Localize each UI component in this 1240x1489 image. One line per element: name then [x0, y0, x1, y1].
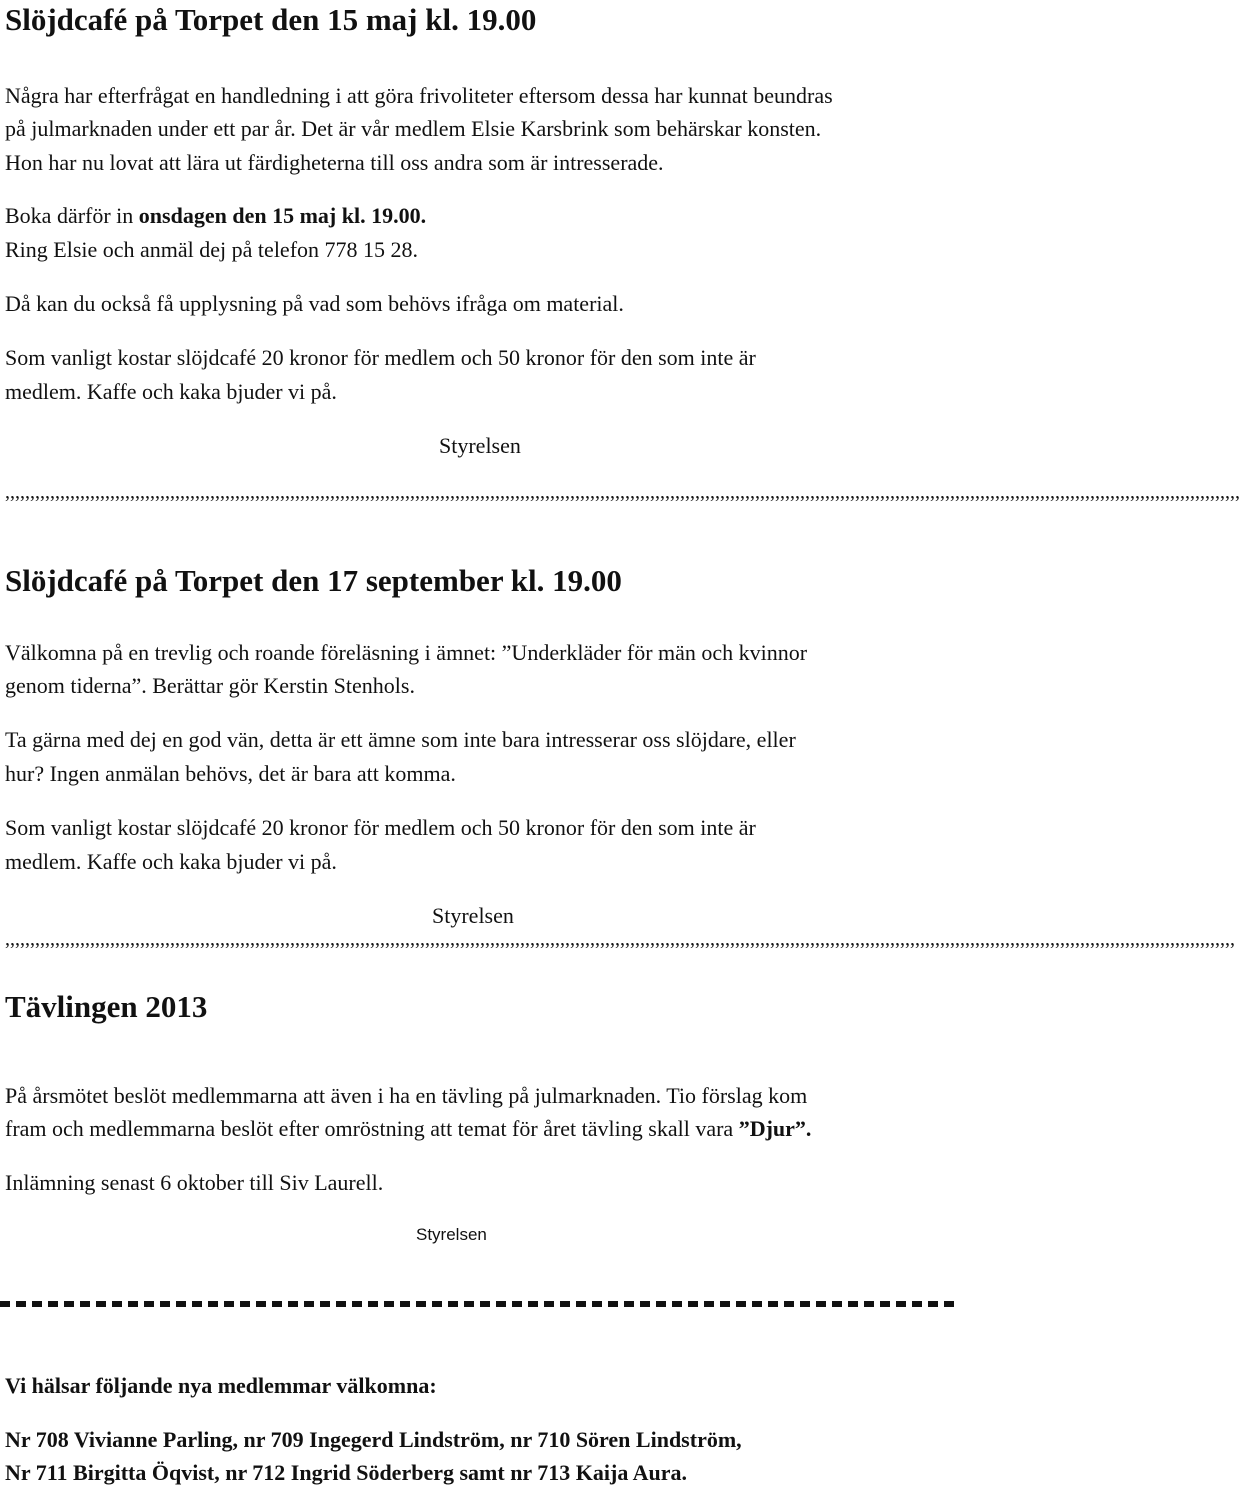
- dash-segment: [448, 1301, 458, 1307]
- dash-segment: [768, 1301, 778, 1307]
- dash-segment: [496, 1301, 506, 1307]
- dash-segment: [304, 1301, 314, 1307]
- section2-price-line: Som vanligt kostar slöjdcafé 20 kronor för medlem och 50 kronor för den som inte är: [5, 815, 756, 840]
- section2-paragraph-line: Välkomna på en trevlig och roande föreläsning i ämnet: ”Underkläder för män och kvinnor: [5, 640, 808, 665]
- dash-segment: [656, 1301, 666, 1307]
- section1-price-line: Som vanligt kostar slöjdcafé 20 kronor för medlem och 50 kronor för den som inte är: [5, 345, 756, 370]
- section1-paragraph-line: Hon har nu lovat att lära ut färdigheterna till oss andra som är intresserade.: [5, 150, 664, 175]
- dash-segment: [544, 1301, 554, 1307]
- dash-segment: [816, 1301, 826, 1307]
- section3-title: Tävlingen 2013: [5, 989, 208, 1024]
- dash-segment: [784, 1301, 794, 1307]
- dash-segment: [320, 1301, 330, 1307]
- dash-segment: [528, 1301, 538, 1307]
- theme-value: ”Djur”.: [738, 1116, 812, 1141]
- dash-segment: [336, 1301, 346, 1307]
- section2-price-line: medlem. Kaffe och kaka bjuder vi på.: [5, 849, 337, 874]
- dash-segment: [720, 1301, 730, 1307]
- dash-segment: [800, 1301, 810, 1307]
- members-list-line: Nr 708 Vivianne Parling, nr 709 Ingegerd Lindström, nr 710 Sören Lindström,: [5, 1427, 742, 1452]
- section1-booking-line: [5, 199, 426, 232]
- section3-deadline-line: Inlämning senast 6 oktober till Siv Laurell.: [5, 1170, 384, 1195]
- theme-text: fram och medlemmarna beslöt efter omröstning att temat för året tävling skall vara: [5, 1116, 739, 1141]
- dash-segment: [0, 1301, 10, 1307]
- dash-segment: [608, 1301, 618, 1307]
- section1-title: Slöjdcafé på Torpet den 15 maj kl. 19.00: [5, 2, 537, 37]
- dash-segment: [896, 1301, 906, 1307]
- dash-segment: [224, 1301, 234, 1307]
- dash-segment: [208, 1301, 218, 1307]
- section2-paragraph-line: hur? Ingen anmälan behövs, det är bara att komma.: [5, 761, 456, 786]
- dash-segment: [912, 1301, 922, 1307]
- dash-segment: [832, 1301, 842, 1307]
- section1-paragraph-line: på julmarknaden under ett par år. Det är vår medlem Elsie Karsbrink som behärskar konsten.: [5, 116, 822, 141]
- dash-segment: [192, 1301, 202, 1307]
- section2-title: Slöjdcafé på Torpet den 17 september kl. 19.00: [5, 563, 622, 598]
- dash-segment: [160, 1301, 170, 1307]
- dash-segment: [944, 1301, 954, 1307]
- dash-segment: [752, 1301, 762, 1307]
- dash-segment: [272, 1301, 282, 1307]
- dash-segment: [576, 1301, 586, 1307]
- dash-segment: [464, 1301, 474, 1307]
- section1-price-line: medlem. Kaffe och kaka bjuder vi på.: [5, 379, 337, 404]
- dash-segment: [400, 1301, 410, 1307]
- dash-segment: [848, 1301, 858, 1307]
- booking-date: onsdagen den 15 maj kl. 19.00.: [138, 203, 427, 228]
- dash-segment: [16, 1301, 26, 1307]
- dash-segment: [736, 1301, 746, 1307]
- section3-signature: Styrelsen: [416, 1225, 487, 1244]
- comma-separator: ,,,,,,,,,,,,,,,,,,,,,,,,,,,,,,,,,,,,,,,,,,,,,,,,,,,,,,,,,,,,,,,,,,,,,,,,,,,,,,,,,,,,,,,,,,,,,,,,,,,,,,,,,,,,,,,,,,,,,,,,,,,,,,,,,,,,,,,,,,,,,,,,,,,,,,,,,,,,,,,,,,,,,,,,,,,,,,,,,,,,,,,,,,,,,,,,,,,,,,,,,,,,,,,,,,,,,,,,,,,,,,,,,,,,,,,,,,,,,,,,,,,,,,: [5, 928, 1235, 950]
- dash-segment: [560, 1301, 570, 1307]
- dash-segment: [512, 1301, 522, 1307]
- dash-segment: [288, 1301, 298, 1307]
- members-list-line: Nr 711 Birgitta Öqvist, nr 712 Ingrid Söderberg samt nr 713 Kaija Aura.: [5, 1460, 688, 1485]
- dash-segment: [672, 1301, 682, 1307]
- section2-signature: Styrelsen: [432, 903, 514, 928]
- dash-segment: [48, 1301, 58, 1307]
- comma-separator: ,,,,,,,,,,,,,,,,,,,,,,,,,,,,,,,,,,,,,,,,,,,,,,,,,,,,,,,,,,,,,,,,,,,,,,,,,,,,,,,,,,,,,,,,,,,,,,,,,,,,,,,,,,,,,,,,,,,,,,,,,,,,,,,,,,,,,,,,,,,,,,,,,,,,,,,,,,,,,,,,,,,,,,,,,,,,,,,,,,,,,,,,,,,,,,,,,,,,,,,,,,,,,,,,,,,,,,,,,,,,,,,,,,,,,,,,,,,,,,,,,,,,,,,: [5, 481, 1240, 503]
- dash-segment: [704, 1301, 714, 1307]
- booking-text: Boka därför in: [5, 203, 139, 228]
- dashed-divider: [0, 1294, 960, 1300]
- dash-segment: [352, 1301, 362, 1307]
- section1-signature: Styrelsen: [439, 433, 521, 458]
- dash-segment: [416, 1301, 426, 1307]
- dash-segment: [128, 1301, 138, 1307]
- dash-segment: [176, 1301, 186, 1307]
- section1-material-line: Då kan du också få upplysning på vad som behövs ifråga om material.: [5, 291, 624, 316]
- dash-segment: [688, 1301, 698, 1307]
- dash-segment: [928, 1301, 938, 1307]
- dash-segment: [432, 1301, 442, 1307]
- dash-segment: [256, 1301, 266, 1307]
- dash-segment: [32, 1301, 42, 1307]
- dash-segment: [96, 1301, 106, 1307]
- section2-paragraph-line: Ta gärna med dej en god vän, detta är ett ämne som inte bara intresserar oss slöjdare, eller: [5, 727, 796, 752]
- section1-phone-line: Ring Elsie och anmäl dej på telefon 778 15 28.: [5, 237, 419, 262]
- dash-segment: [240, 1301, 250, 1307]
- section3-theme-line: [5, 1112, 811, 1145]
- dash-segment: [624, 1301, 634, 1307]
- dash-segment: [592, 1301, 602, 1307]
- section2-paragraph-line: genom tiderna”. Berättar gör Kerstin Stenhols.: [5, 673, 415, 698]
- dash-segment: [144, 1301, 154, 1307]
- dash-segment: [112, 1301, 122, 1307]
- section3-paragraph-line: På årsmötet beslöt medlemmarna att även i ha en tävling på julmarknaden. Tio förslag kom: [5, 1083, 808, 1108]
- dash-segment: [480, 1301, 490, 1307]
- members-heading: Vi hälsar följande nya medlemmar välkomna:: [5, 1373, 437, 1398]
- dash-segment: [80, 1301, 90, 1307]
- dash-segment: [640, 1301, 650, 1307]
- dash-segment: [880, 1301, 890, 1307]
- dash-segment: [864, 1301, 874, 1307]
- dash-segment: [384, 1301, 394, 1307]
- dash-segment: [64, 1301, 74, 1307]
- section1-paragraph-line: Några har efterfrågat en handledning i att göra frivoliteter eftersom dessa har kunnat beundras: [5, 83, 833, 108]
- dash-segment: [368, 1301, 378, 1307]
